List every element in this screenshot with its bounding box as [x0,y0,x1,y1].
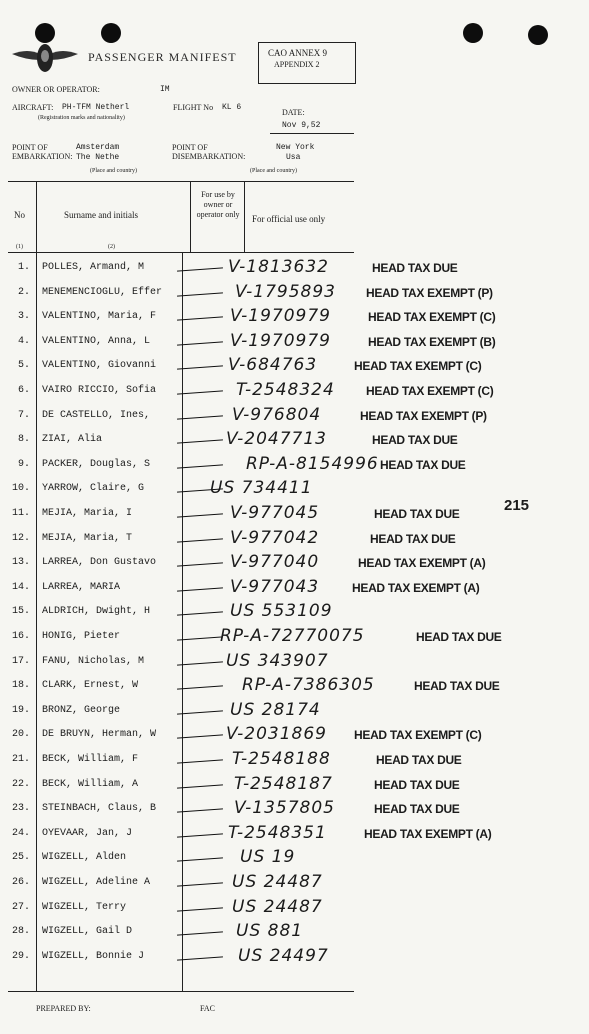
handwritten-document-id: V-1970979 [230,306,331,326]
aircraft-value: PH-TFM Netherl [62,103,130,112]
row-dash-stroke [177,833,223,837]
handwritten-document-id: V-977040 [230,552,320,572]
owner-label: OWNER OR OPERATOR: [12,85,100,94]
row-dash-stroke [177,513,223,517]
tax-status-stamp: HEAD TAX DUE [374,778,460,792]
row-number: 6. [17,385,30,396]
passenger-name: VALENTINO, Giovanni [42,360,157,371]
tax-status-stamp: HEAD TAX EXEMPT (A) [358,556,486,570]
handwritten-document-id: T-2548188 [232,749,331,769]
row-dash-stroke [177,390,223,394]
handwritten-document-id: V-1970979 [230,331,331,351]
embark-label: POINT OF EMBARKATION: [12,143,73,161]
owner-value: IM [160,85,170,94]
passenger-name: MEJIA, Maria, I [42,508,133,519]
row-number: 18. [11,680,30,691]
tax-status-stamp: HEAD TAX EXEMPT (P) [366,286,493,300]
row-number: 20. [11,729,30,740]
row-number: 12. [11,533,30,544]
date-value: Nov 9,52 [282,121,321,130]
flight-value: KL 6 [222,103,242,112]
tax-status-stamp: HEAD TAX DUE [416,630,502,644]
row-dash-stroke [177,587,223,591]
annex-line-2: APPENDIX 2 [274,60,320,69]
row-number: 24. [11,828,30,839]
handwritten-document-id: US 24497 [238,946,329,966]
passenger-name: VAIRO RICCIO, Sofia [42,385,157,396]
passenger-name: MEJIA, Maria, T [42,533,133,544]
handwritten-document-id: US 343907 [226,651,329,671]
date-underline [270,133,354,134]
passenger-name: ZIAI, Alia [42,434,103,445]
handwritten-document-id: V-976804 [232,405,322,425]
row-number: 27. [11,902,30,913]
row-dash-stroke [177,415,223,419]
punch-hole-right-2 [528,25,548,45]
airline-wings-logo [10,40,80,76]
column-divider-owner [182,253,183,991]
row-number: 14. [11,582,30,593]
handwritten-document-id: RP-A-7386305 [242,675,375,695]
row-number: 3. [17,311,30,322]
tax-status-stamp: HEAD TAX DUE [372,433,458,447]
handwritten-document-id: US 553109 [230,601,333,621]
row-dash-stroke [177,464,223,468]
fac-label: FAC [200,1004,215,1013]
passenger-name: POLLES, Armand, M [42,262,145,273]
handwritten-document-id: T-2548187 [234,774,333,794]
annex-line-1: CAO ANNEX 9 [268,48,328,58]
handwritten-document-id: V-977045 [230,503,320,523]
row-dash-stroke [177,661,223,665]
row-dash-stroke [177,611,223,615]
passenger-name: HONIG, Pieter [42,631,121,642]
handwritten-document-id: V-684763 [228,355,318,375]
row-number: 10. [11,483,30,494]
row-number: 1. [17,262,30,273]
passenger-name: WIGZELL, Gail D [42,926,133,937]
column-index-surname: (2) [108,244,115,250]
row-number: 13. [11,557,30,568]
row-dash-stroke [177,365,223,369]
column-header-surname: Surname and initials [64,210,138,220]
tax-status-stamp: HEAD TAX DUE [414,679,500,693]
handwritten-document-id: V-1357805 [234,798,335,818]
handwritten-document-id: RP-A-8154996 [246,454,379,474]
row-number: 28. [11,926,30,937]
row-dash-stroke [177,316,223,320]
embark-country: The Nethe [76,153,120,162]
column-divider-surname [190,181,191,253]
handwritten-document-id: V-1813632 [228,257,329,277]
passenger-name: LARREA, Don Gustavo [42,557,157,568]
passenger-name: WIGZELL, Bonnie J [42,951,145,962]
row-number: 15. [11,606,30,617]
passenger-name: ALDRICH, Dwight, H [42,606,151,617]
row-dash-stroke [177,562,223,566]
tax-status-stamp: HEAD TAX EXEMPT (A) [364,827,492,841]
column-header-no: No [14,210,25,220]
tax-status-stamp: HEAD TAX EXEMPT (C) [354,359,482,373]
passenger-name: MENEMENCIOGLU, Effer [42,287,163,298]
disembark-city: New York [276,143,315,152]
row-number: 11. [11,508,30,519]
passenger-name: CLARK, Ernest, W [42,680,139,691]
passenger-name: STEINBACH, Claus, B [42,803,157,814]
handwritten-document-id: T-2548324 [236,380,335,400]
passenger-name: FANU, Nicholas, M [42,656,145,667]
table-header-rule [8,252,354,253]
tax-status-stamp: HEAD TAX EXEMPT (P) [360,409,487,423]
passenger-name: YARROW, Claire, G [42,483,145,494]
flight-label: FLIGHT No [173,103,214,112]
disembark-label: POINT OF DISEMBARKATION: [172,143,246,161]
passenger-name: WIGZELL, Alden [42,852,127,863]
column-header-official-use: For official use only [252,214,326,224]
handwritten-document-id: US 28174 [230,700,321,720]
passenger-name: OYEVAAR, Jan, J [42,828,133,839]
date-label: DATE: [282,108,305,117]
passenger-name: PACKER, Douglas, S [42,459,151,470]
prepared-by-label: PREPARED BY: [36,1004,91,1013]
row-dash-stroke [177,956,223,960]
aircraft-label: AIRCRAFT: [12,103,54,112]
tax-status-stamp: HEAD TAX DUE [374,507,460,521]
row-dash-stroke [177,734,223,738]
table-top-rule [8,181,354,182]
row-dash-stroke [177,538,223,542]
disembark-note: (Place and country) [250,168,297,174]
handwritten-document-id: V-2047713 [226,429,327,449]
row-dash-stroke [177,292,223,296]
row-number: 4. [17,336,30,347]
column-header-owner-use: For use by owner or operator only [196,190,240,219]
row-dash-stroke [177,808,223,812]
row-dash-stroke [177,882,223,886]
tax-status-stamp: HEAD TAX DUE [372,261,458,275]
row-number: 8. [17,434,30,445]
passenger-name: LARREA, MARIA [42,582,121,593]
row-number: 25. [11,852,30,863]
row-number: 29. [11,951,30,962]
row-dash-stroke [177,636,223,640]
tax-status-stamp: HEAD TAX EXEMPT (A) [352,581,480,595]
page-number: 215 [504,497,530,514]
handwritten-document-id: T-2548351 [228,823,327,843]
punch-hole-left-2 [101,23,121,43]
row-dash-stroke [177,710,223,714]
passenger-name: BECK, William, F [42,754,139,765]
aircraft-note: (Registration marks and nationality) [38,115,125,121]
passenger-name: WIGZELL, Adeline A [42,877,151,888]
column-divider-no [36,181,37,991]
passenger-name: DE BRUYN, Herman, W [42,729,157,740]
handwritten-document-id: V-2031869 [226,724,327,744]
row-dash-stroke [177,685,223,689]
row-dash-stroke [177,931,223,935]
handwritten-document-id: V-1795893 [235,282,336,302]
row-number: 5. [17,360,30,371]
handwritten-document-id: US 24487 [232,872,323,892]
row-number: 2. [17,287,30,298]
row-dash-stroke [177,341,223,345]
row-dash-stroke [177,759,223,763]
handwritten-document-id: US 24487 [232,897,323,917]
row-number: 9. [17,459,30,470]
handwritten-document-id: V-977042 [230,528,320,548]
row-number: 16. [11,631,30,642]
row-number: 23. [11,803,30,814]
row-number: 19. [11,705,30,716]
tax-status-stamp: HEAD TAX EXEMPT (C) [354,728,482,742]
row-dash-stroke [177,907,223,911]
tax-status-stamp: HEAD TAX EXEMPT (C) [368,310,496,324]
tax-status-stamp: HEAD TAX DUE [380,458,466,472]
tax-status-stamp: HEAD TAX DUE [370,532,456,546]
row-dash-stroke [177,439,223,443]
manifest-title: PASSENGER MANIFEST [88,50,237,64]
passenger-name: VALENTINO, Anna, L [42,336,151,347]
disembark-country: Usa [286,153,301,162]
handwritten-document-id: US 881 [236,921,304,941]
embark-city: Amsterdam [76,143,120,152]
passenger-name: WIGZELL, Terry [42,902,127,913]
passenger-name: BRONZ, George [42,705,121,716]
tax-status-stamp: HEAD TAX DUE [376,753,462,767]
passenger-name: DE CASTELLO, Ines, [42,410,151,421]
column-divider-official [244,181,245,253]
row-number: 22. [11,779,30,790]
passenger-name: BECK, William, A [42,779,139,790]
tax-status-stamp: HEAD TAX EXEMPT (C) [366,384,494,398]
row-dash-stroke [177,784,223,788]
handwritten-document-id: RP-A-72770075 [220,626,365,646]
row-dash-stroke [177,857,223,861]
tax-status-stamp: HEAD TAX EXEMPT (B) [368,335,496,349]
row-number: 7. [17,410,30,421]
tax-status-stamp: HEAD TAX DUE [374,802,460,816]
handwritten-document-id: US 19 [240,847,296,867]
footer-rule [8,991,354,992]
passenger-name: VALENTINO, Maria, F [42,311,157,322]
column-index-no: (1) [16,244,23,250]
handwritten-document-id: US 734411 [210,478,313,498]
row-number: 21. [11,754,30,765]
punch-hole-right-1 [463,23,483,43]
row-dash-stroke [177,267,223,271]
row-number: 26. [11,877,30,888]
handwritten-document-id: V-977043 [230,577,320,597]
embark-note: (Place and country) [90,168,137,174]
row-number: 17. [11,656,30,667]
